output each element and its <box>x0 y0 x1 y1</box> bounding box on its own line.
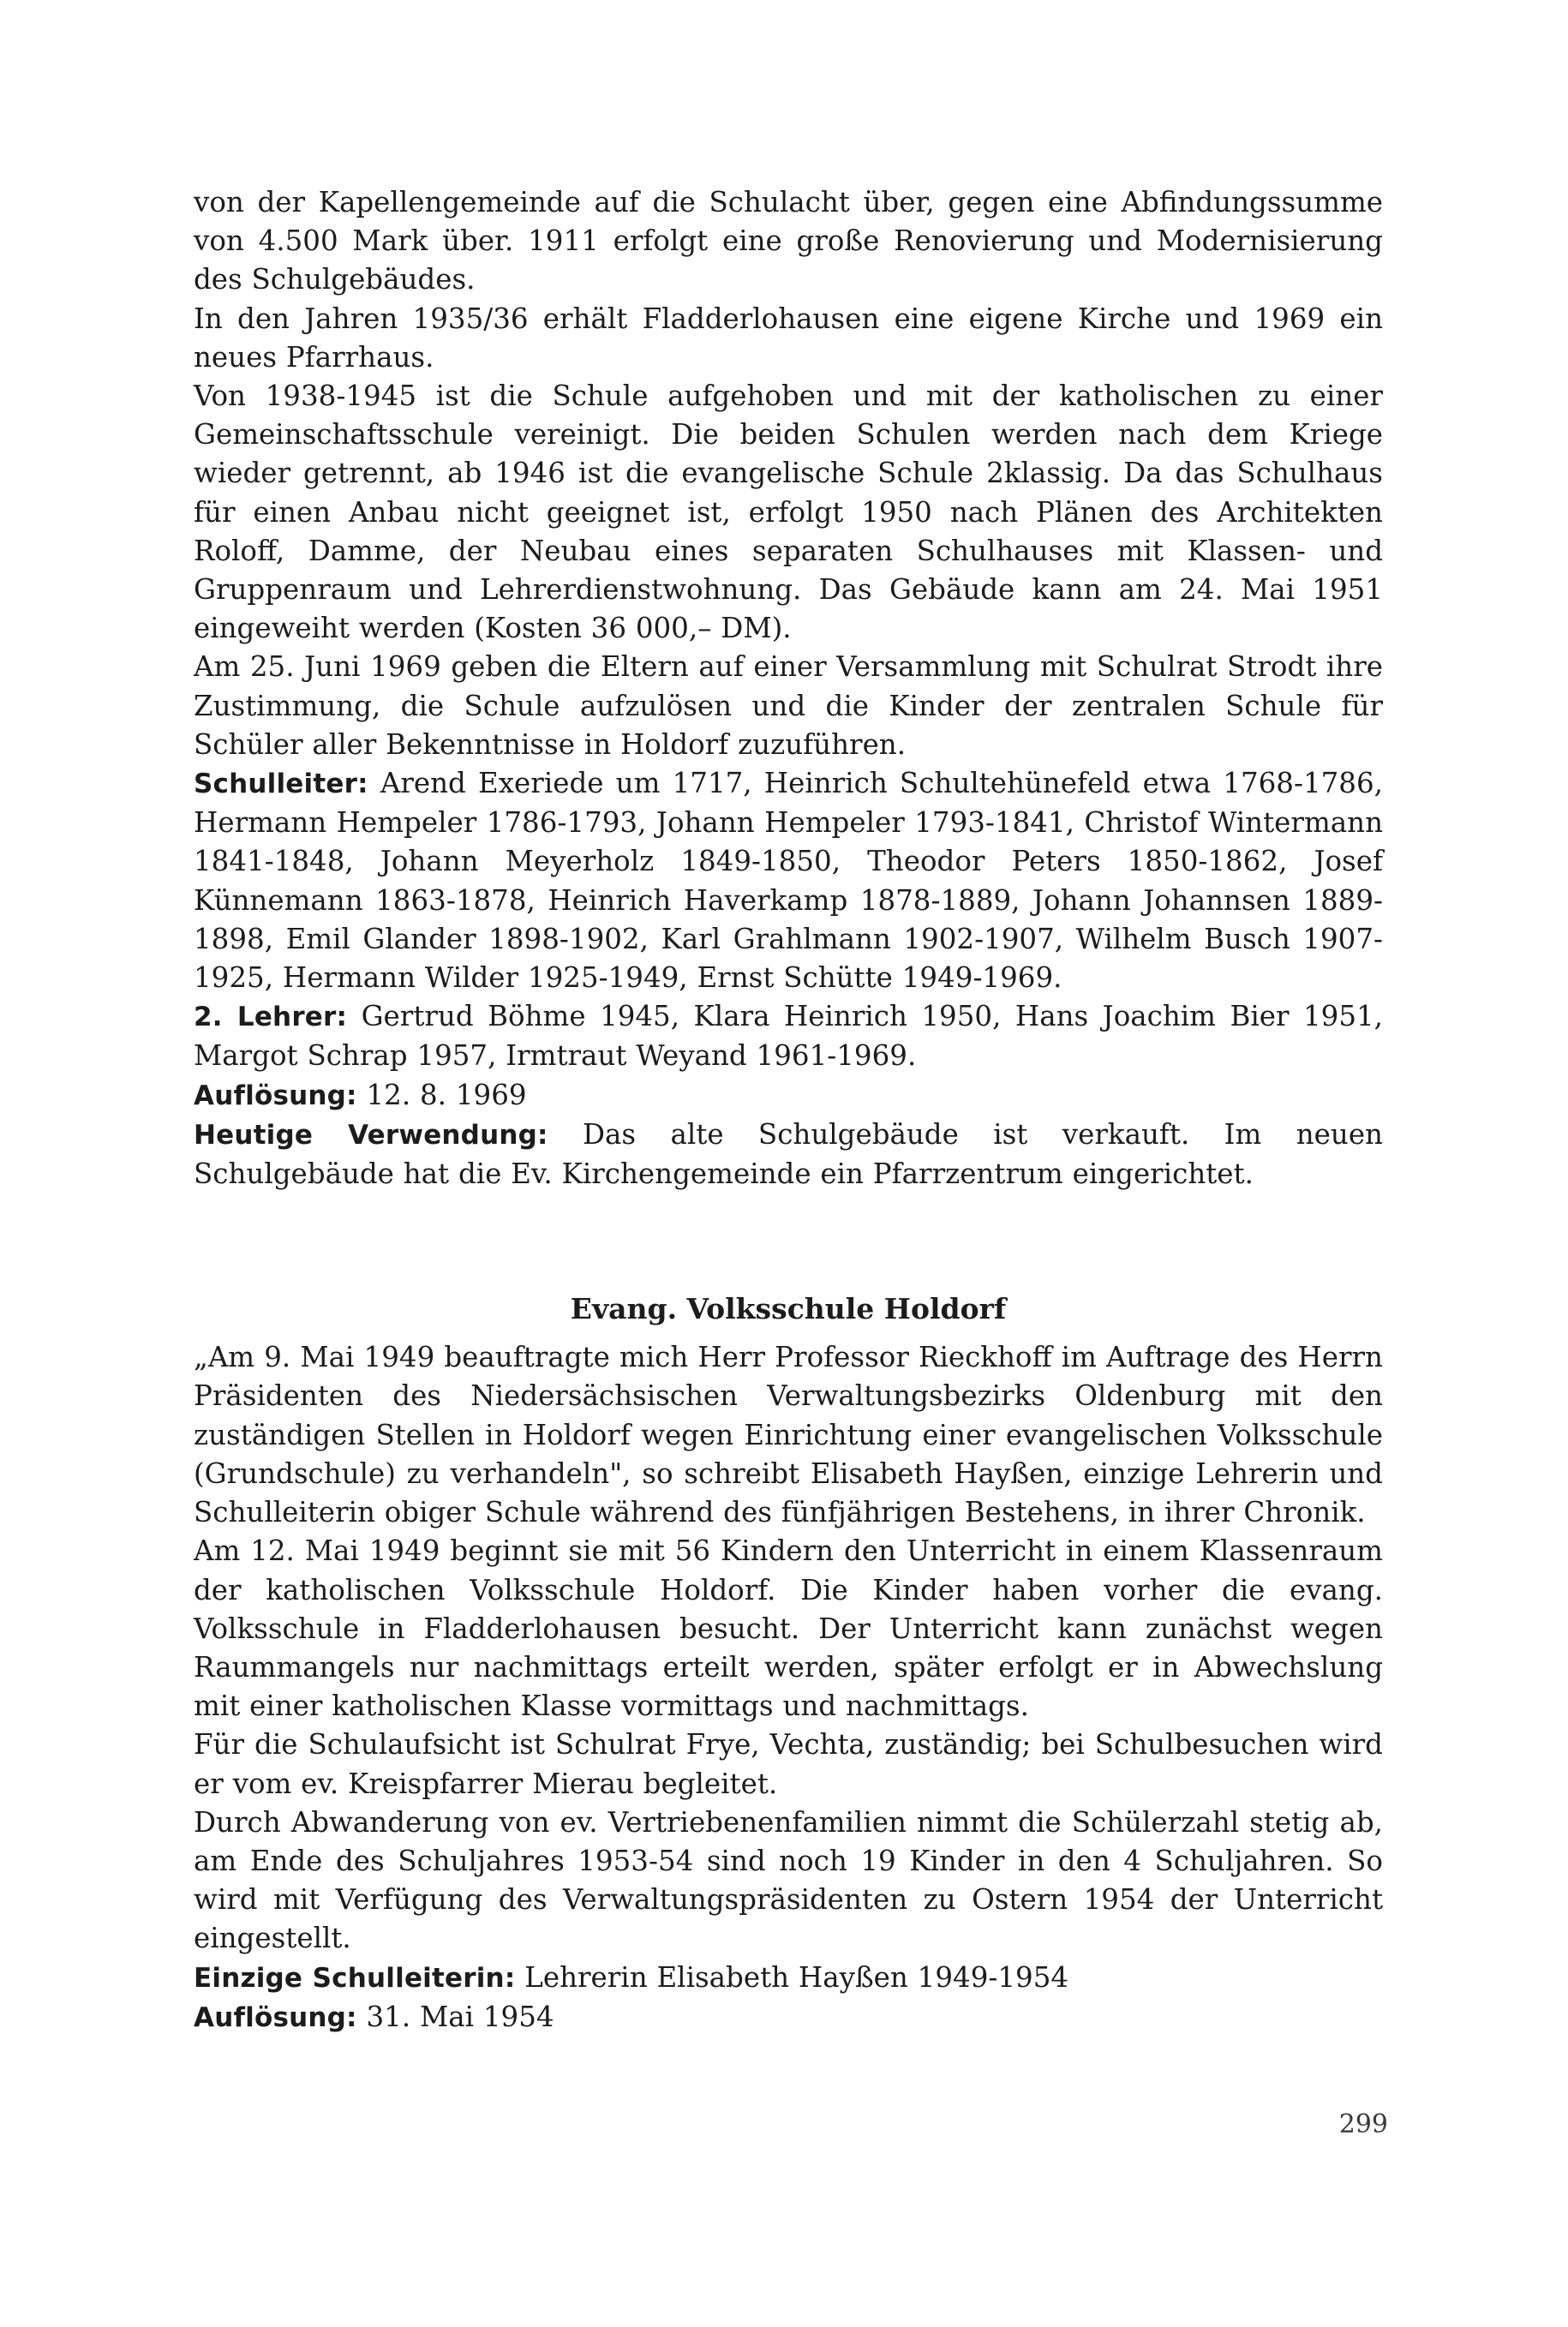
paragraph-schulaufsicht: Für die Schulaufsicht ist Schulrat Frye, Vechta, zuständig; bei Schulbesuchen wird er vom ev. Kreispfarrer Mierau begleitet. <box>194 1728 1383 1800</box>
aufloesung-entry-holdorf <box>194 1998 1383 2037</box>
verwendung-text: Das alte Schulgebäude ist verkauft. Im neuen Schulgebäude hat die Ev. Kirchengemeinde ein Pfarrzentrum eingerichtet. <box>194 1117 1383 1191</box>
aufloesung-label: Auflösung: <box>194 1080 357 1111</box>
verwendung-label: Heutige Verwendung: <box>194 1119 548 1151</box>
schulleiterin-entry <box>194 1959 1383 1998</box>
paragraph-chronik-quote: „Am 9. Mai 1949 beauftragte mich Herr Professor Rieckhoff im Auftrage des Herrn Präsidenten des Niedersächsischen Verwaltungsbezirks Oldenburg mit den zuständigen Stellen in Holdorf wegen Einrichtung einer evangelischen Volksschule (Grundschule) zu verhandeln", so schreibt Elisabeth Hayßen, einzige Lehrerin und Schulleiterin obiger Schule während des fünfjährigen Bestehens, in ihrer Chronik. <box>194 1341 1383 1529</box>
section-heading-holdorf: Evang. Volksschule Holdorf <box>570 1292 1007 1326</box>
lehrer-entry <box>194 997 1383 1075</box>
lehrer-label: 2. Lehrer: <box>194 1002 348 1033</box>
paragraph-abwanderung: Durch Abwanderung von ev. Vertriebenenfamilien nimmt die Schülerzahl stetig ab, am Ende des Schuljahres 1953-54 sind noch 19 Kinder in den 4 Schuljahren. So wird mit Verfügung des Verwaltungspräsidenten zu Ostern 1954 der Unterricht eingestellt. <box>194 1805 1383 1955</box>
schulleiter-label: Schulleiter: <box>194 769 368 800</box>
paragraph-unterrichtsbeginn: Am 12. Mai 1949 beginnt sie mit 56 Kindern den Unterricht in einem Klassenraum der katholischen Volksschule Holdorf. Die Kinder haben vorher die evang. Volksschule in Fladderlohausen besucht. Der Unterricht kann zunächst wegen Raummangels nur nachmittags erteilt werden, später erfolgt er in Abwechslung mit einer katholischen Klasse vormittags und nachmittags. <box>194 1534 1383 1723</box>
schulleiter-entry <box>194 764 1383 997</box>
paragraph-gemeinschaftsschule: Von 1938-1945 ist die Schule aufgehoben und mit der katholischen zu einer Gemeinschaftsschule vereinigt. Die beiden Schulen werden nach dem Kriege wieder getrennt, ab 1946 ist die evangelische Schule 2klassig. Da das Schulhaus für einen Anbau nicht geeignet ist, erfolgt 1950 nach Plänen des Architekten Roloff, Damme, der Neubau eines separaten Schulhauses mit Klassen- und Gruppenraum und Lehrerdienstwohnung. Das Gebäude kann am 24. Mai 1951 eingeweiht werden (Kosten 36 000,– DM). <box>194 380 1383 645</box>
page-number: 299 <box>1338 2109 1388 2139</box>
aufloesung-date-holdorf: 31. Mai 1954 <box>356 2000 554 2033</box>
paragraph-kirche: In den Jahren 1935/36 erhält Fladderlohausen eine eigene Kirche und 1969 ein neues Pfarrhaus. <box>194 302 1383 374</box>
verwendung-entry <box>194 1116 1383 1193</box>
paragraph-abfindung: von der Kapellengemeinde auf die Schulacht über, gegen eine Abfindungssumme von 4.500 Mark über. 1911 erfolgt eine große Renovierung und Modernisierung des Schulgebäudes. <box>194 186 1383 296</box>
schulleiterin-name: Lehrerin Elisabeth Hayßen 1949-1954 <box>515 1960 1069 1994</box>
schulleiterin-label: Einzige Schulleiterin: <box>194 1962 516 1994</box>
lehrer-list: Gertrud Böhme 1945, Klara Heinrich 1950, Hans Joachim Bier 1951, Margot Schrap 1957, Irmtraut Weyand 1961-1969. <box>194 1000 1384 1073</box>
paragraph-aufloesung-beschluss: Am 25. Juni 1969 geben die Eltern auf einer Versammlung mit Schulrat Strodt ihre Zustimmung, die Schule aufzulösen und die Kinder der zentralen Schule für Schüler aller Bekenntnisse in Holdorf zuzuführen. <box>194 650 1383 761</box>
document-page <box>194 183 1383 2037</box>
aufloesung-label-holdorf: Auflösung: <box>194 2001 357 2033</box>
aufloesung-date: 12. 8. 1969 <box>356 1078 527 1111</box>
aufloesung-entry <box>194 1076 1383 1116</box>
schulleiter-list: Arend Exeriede um 1717, Heinrich Schultehünefeld etwa 1768-1786, Hermann Hempeler 1786-1793, Johann Hempeler 1793-1841, Christof Wintermann 1841-1848, Johann Meyerholz 1849-1850, Theodor Peters 1850-1862, Josef Künnemann 1863-1878, Heinrich Haverkamp 1878-1889, Johann Johannsen 1889-1898, Emil Glander 1898-1902, Karl Grahlmann 1902-1907, Wilhelm Busch 1907-1925, Hermann Wilder 1925-1949, Ernst Schütte 1949-1969. <box>194 767 1383 995</box>
